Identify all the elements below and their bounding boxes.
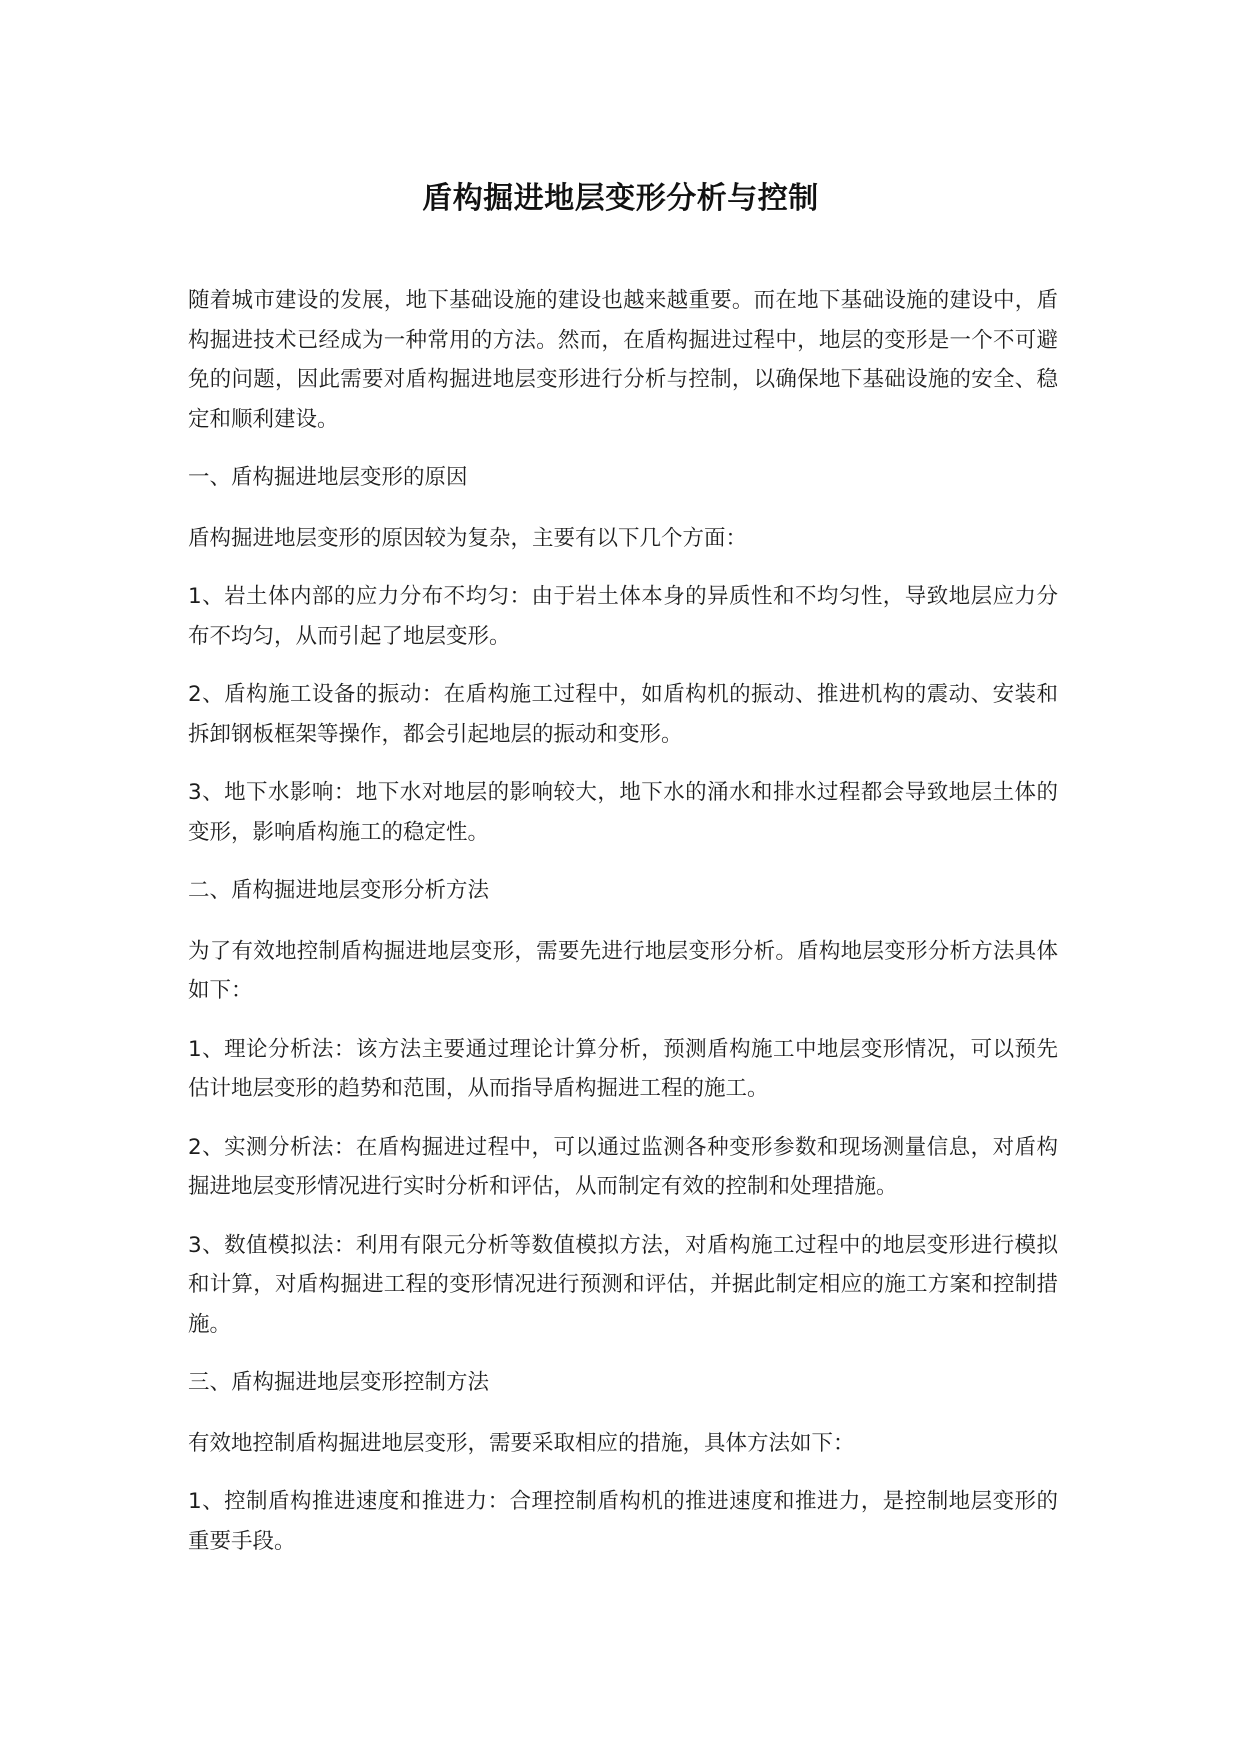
list-item: 1、理论分析法：该方法主要通过理论计算分析，预测盾构施工中地层变形情况，可以预先估计地层变形的趋势和范围，从而指导盾构掘进工程的施工。 [188, 1036, 1058, 1101]
paragraph: 为了有效地控制盾构掘进地层变形，需要先进行地层变形分析。盾构地层变形分析方法具体如下： [188, 938, 1058, 1003]
paragraph: 有效地控制盾构掘进地层变形，需要采取相应的措施，具体方法如下： [188, 1430, 855, 1456]
list-item: 1、控制盾构推进速度和推进力：合理控制盾构机的推进速度和推进力，是控制地层变形的重要手段。 [188, 1489, 1058, 1554]
section-heading-2: 二、盾构掘进地层变形分析方法 [188, 878, 490, 903]
list-item: 2、盾构施工设备的振动：在盾构施工过程中，如盾构机的振动、推进机构的震动、安装和拆卸钢板框架等操作，都会引起地层的振动和变形。 [188, 682, 1058, 747]
document-title: 盾构掘进地层变形分析与控制 [422, 181, 819, 216]
intro-paragraph: 随着城市建设的发展，地下基础设施的建设也越来越重要。而在地下基础设施的建设中，盾构掘进技术已经成为一种常用的方法。然而，在盾构掘进过程中，地层的变形是一个不可避免的问题，因此需要对盾构掘进地层变形进行分析与控制，以确保地下基础设施的安全、稳定和顺利建设。 [188, 288, 1058, 432]
list-item: 1、岩土体内部的应力分布不均匀：由于岩土体本身的异质性和不均匀性，导致地层应力分布不均匀，从而引起了地层变形。 [188, 584, 1058, 649]
paragraph: 盾构掘进地层变形的原因较为复杂，主要有以下几个方面： [188, 525, 748, 551]
document-body [188, 281, 1058, 1580]
list-item: 3、数值模拟法：利用有限元分析等数值模拟方法，对盾构施工过程中的地层变形进行模拟和计算，对盾构掘进工程的变形情况进行预测和评估，并据此制定相应的施工方案和控制措施。 [188, 1232, 1058, 1337]
list-item: 2、实测分析法：在盾构掘进过程中，可以通过监测各种变形参数和现场测量信息，对盾构掘进地层变形情况进行实时分析和评估，从而制定有效的控制和处理措施。 [188, 1134, 1058, 1199]
list-item: 3、地下水影响：地下水对地层的影响较大，地下水的涌水和排水过程都会导致地层土体的变形，影响盾构施工的稳定性。 [188, 780, 1058, 845]
section-heading-1: 一、盾构掘进地层变形的原因 [188, 465, 468, 490]
section-heading-3: 三、盾构掘进地层变形控制方法 [188, 1370, 490, 1395]
